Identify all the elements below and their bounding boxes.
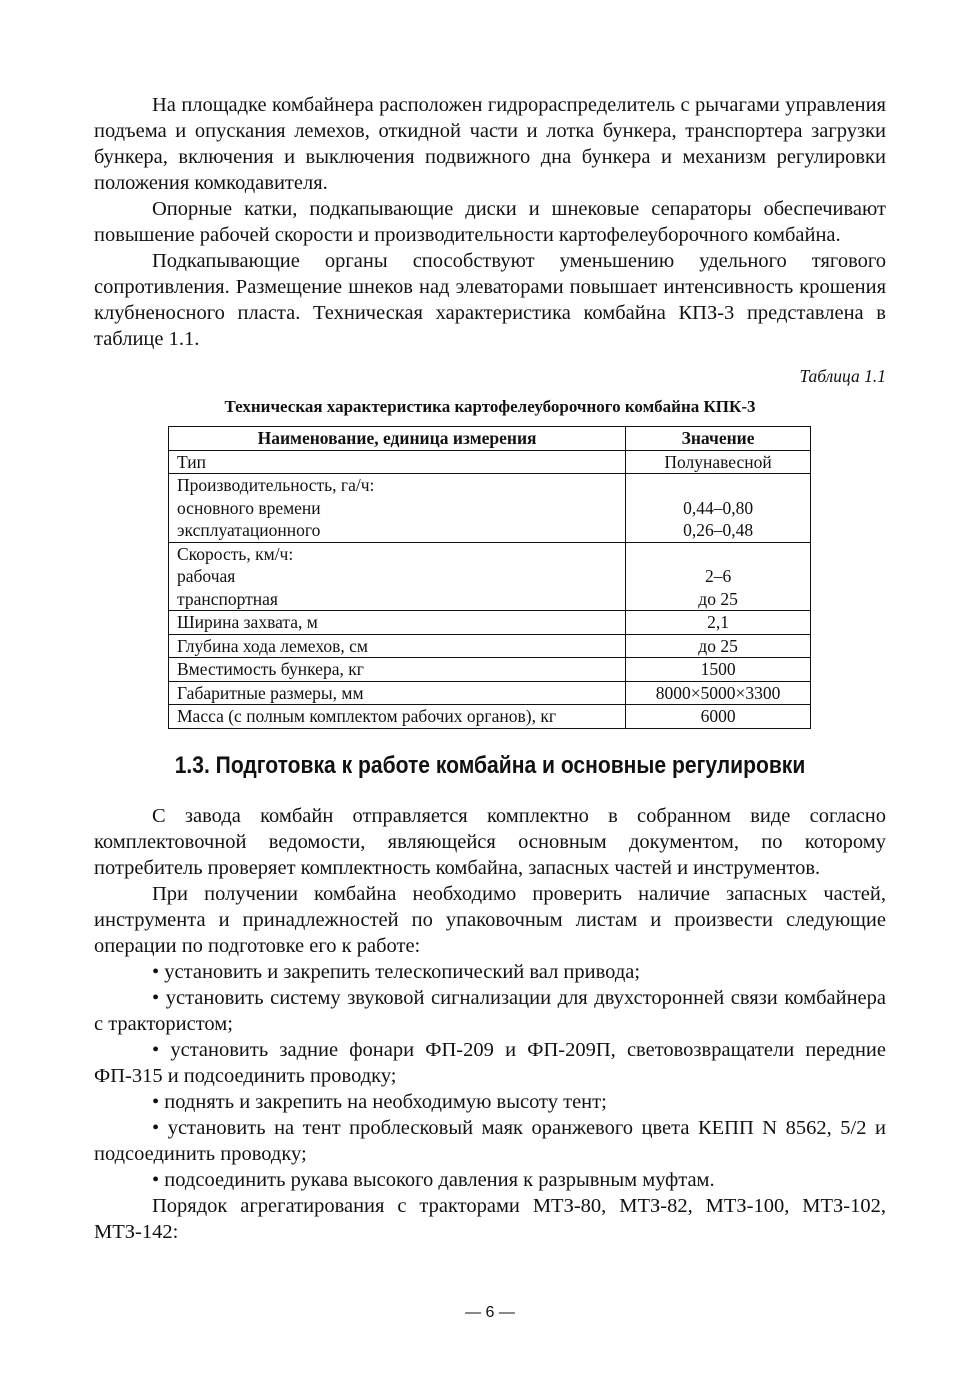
bullet-item: • установить задние фонари ФП-209 и ФП-209П, световозвращатели передние ФП-315 и подсоединить проводку; xyxy=(94,1038,886,1087)
row-name: эксплуатационного xyxy=(177,520,321,540)
page-number: — 6 — xyxy=(465,1304,515,1321)
bullet-item: • установить на тент проблесковый маяк оранжевого цвета КЕПП N 8562, 5/2 и подсоединить проводку; xyxy=(94,1116,886,1165)
row-name: Ширина захвата, м xyxy=(169,611,626,635)
row-value: 0,26–0,48 xyxy=(683,520,754,540)
section-heading: 1.3. Подготовка к работе комбайна и основные регулировки xyxy=(174,751,806,779)
table-row xyxy=(169,474,811,543)
table-row xyxy=(169,658,811,682)
row-name: транспортная xyxy=(177,588,278,609)
row-name-group xyxy=(169,542,626,611)
row-name: Вместимость бункера, кг xyxy=(169,658,626,682)
intro-paragraph-2: Опорные катки, подкапывающие диски и шнековые сепараторы обеспечивают повышение рабочей скорости и производительности картофелеуборочного комбайна. xyxy=(94,198,886,246)
bullet-item: • подсоединить рукава высокого давления к разрывным муфтам. xyxy=(152,1168,715,1191)
table-row xyxy=(169,611,811,635)
row-value: 2–6 xyxy=(704,566,732,586)
table-row xyxy=(169,450,811,474)
table-header-row xyxy=(169,427,811,451)
bullet-item: • установить и закрепить телескопический вал привода; xyxy=(152,960,641,983)
table-row xyxy=(169,542,811,611)
bullet-item: • поднять и закрепить на необходимую высоту тент; xyxy=(152,1090,607,1113)
row-name: Тип xyxy=(169,450,626,474)
section-paragraph-2: При получении комбайна необходимо проверить наличие запасных частей, инструмента и принадлежностей по упаковочным листам и произвести следующие операции по подготовке его к работе: xyxy=(94,882,886,957)
table-label: Таблица 1.1 xyxy=(799,366,886,386)
intro-paragraph-1: На площадке комбайнера расположен гидрораспределитель с рычагами управления подъема и опускания лемехов, откидной части и лотка бункера, транспортера загрузки бункера, включения и выключения подвижного дна бункера и механизм регулировки положения комкодавителя. xyxy=(94,94,886,194)
row-name: Габаритные размеры, мм xyxy=(169,681,626,705)
spec-table xyxy=(168,426,811,729)
intro-paragraph-3: Подкапывающие органы способствуют уменьшению удельного тягового сопротивления. Размещение шнеков над элеваторами повышает интенсивность крошения клубненосного пласта. Техническая характеристика комбайна КПЗ-3 представлена в таблице 1.1. xyxy=(94,250,886,350)
row-value: 1500 xyxy=(626,658,811,682)
row-value: Полунавесной xyxy=(626,450,811,474)
row-value-group xyxy=(626,542,811,611)
row-name: Скорость, км/ч: xyxy=(177,543,294,564)
section-paragraph-1: С завода комбайн отправляется комплектно в собранном виде согласно комплектовочной ведомости, являющейся основным документом, по которому потребитель проверяет комплектность комбайна, запасных частей и инструментов. xyxy=(94,804,886,879)
table-row xyxy=(169,681,811,705)
row-name: Глубина хода лемехов, см xyxy=(169,634,626,658)
row-name: рабочая xyxy=(177,566,236,586)
row-name-group xyxy=(169,474,626,543)
bullet-item: • установить систему звуковой сигнализации для двухсторонней связи комбайнера с трактористом; xyxy=(94,986,886,1035)
header-name: Наименование, единица измерения xyxy=(169,427,626,451)
section-paragraph-last: Порядок агрегатирования с тракторами МТЗ-80, МТЗ-82, МТЗ-100, МТЗ-102, МТЗ-142: xyxy=(94,1194,886,1243)
row-value: 2,1 xyxy=(626,611,811,635)
header-value: Значение xyxy=(626,427,811,451)
row-value xyxy=(634,474,802,497)
row-name: Производительность, га/ч: xyxy=(177,475,375,495)
table-row xyxy=(169,705,811,729)
row-value: 6000 xyxy=(626,705,811,729)
row-value: до 25 xyxy=(698,588,738,609)
row-value: до 25 xyxy=(626,634,811,658)
row-value: 0,44–0,80 xyxy=(683,497,754,518)
row-value xyxy=(634,543,802,566)
row-value: 8000×5000×3300 xyxy=(626,681,811,705)
row-name: основного времени xyxy=(177,497,321,518)
row-value-group xyxy=(626,474,811,543)
row-name: Масса (с полным комплектом рабочих органов), кг xyxy=(169,705,626,729)
table-title: Техническая характеристика картофелеуборочного комбайна КПК-3 xyxy=(224,397,756,416)
table-row xyxy=(169,634,811,658)
